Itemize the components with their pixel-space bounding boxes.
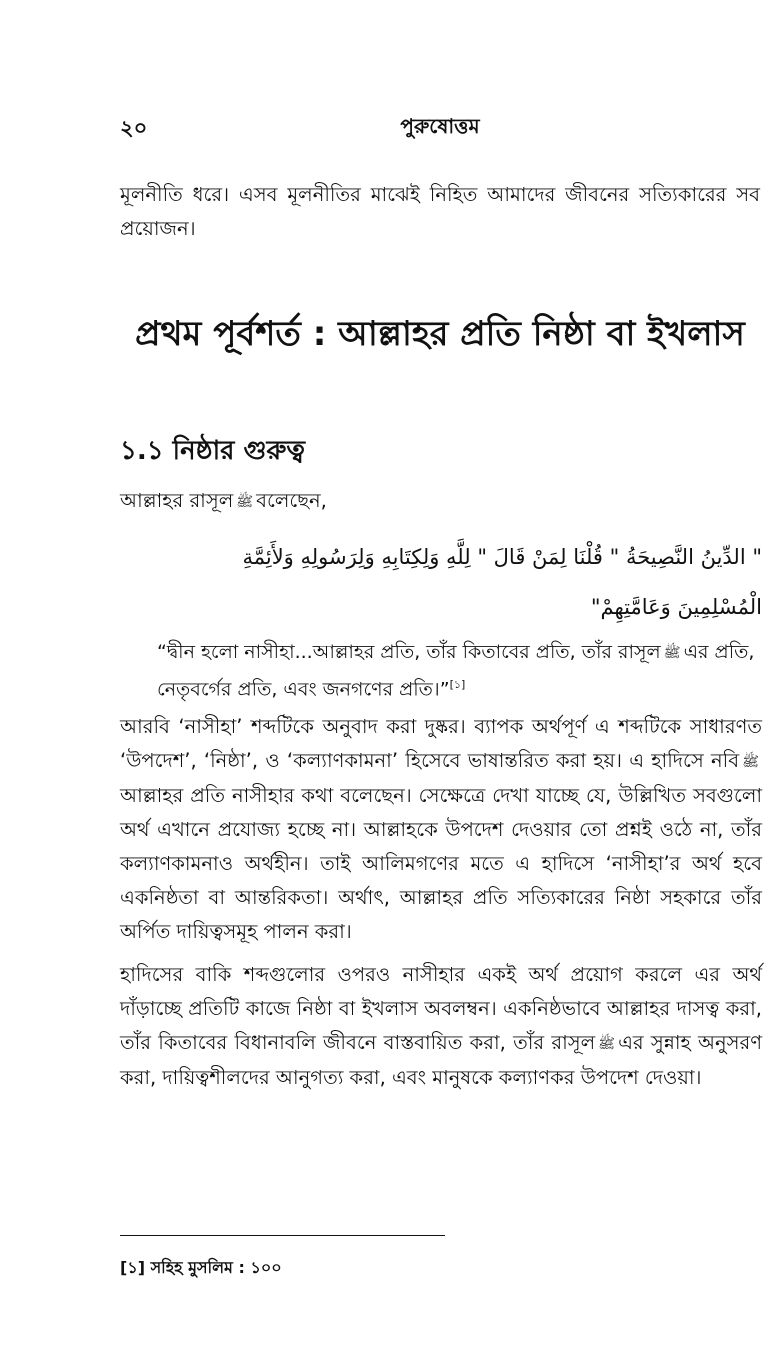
footnote: [১] সহিহ মুসলিম : ১০০	[120, 1258, 282, 1277]
salawat-icon: ﷺ	[236, 493, 254, 510]
running-header	[120, 112, 760, 142]
paragraph-text: আরবি ‘নাসীহা’ শব্দটিকে অনুবাদ করা দুষ্কর। ব্যাপক অর্থপূর্ণ এ শব্দটিকে সাধারণত ‘উপদেশ’, ‘নিষ্ঠা’, ও ‘কল্যাণকামনা’ হিসেবে ভাষান্তরিত করা হয়। এ হাদিসে নবি	[120, 715, 762, 772]
salawat-icon: ﷺ	[742, 753, 759, 770]
chapter-title: প্রথম পূর্বশর্ত : আল্লাহর প্রতি নিষ্ঠা বা ইখলাস	[135, 314, 745, 354]
salawat-icon: ﷺ	[598, 1035, 616, 1052]
hadith-translation	[157, 636, 762, 705]
hadith-intro-text-end: বলেছেন,	[256, 489, 327, 512]
arabic-line: الْمُسْلِمِينَ وَعَامَّتِهِمْ"	[590, 595, 762, 619]
footnote-divider	[120, 1235, 445, 1236]
intro-paragraph: মূলনীতি ধরে। এসব মূলনীতির মাঝেই নিহিত আমাদের জীবনের সত্যিকারের সব প্রয়োজন।	[120, 183, 760, 240]
body-paragraph	[120, 710, 762, 949]
hadith-intro-text: আল্লাহর রাসূল	[120, 489, 234, 512]
footnote-reference[interactable]: [১]	[449, 677, 466, 691]
hadith-intro	[120, 486, 327, 517]
body-paragraph	[120, 958, 762, 1095]
paragraph-text: হাদিসের বাকি শব্দগুলোর ওপরও নাসীহার একই অর্থ প্রয়োগ করলে এর অর্থ দাঁড়াচ্ছে প্রতিটি কাজে নিষ্ঠা বা ইখলাস অবলম্বন। একনিষ্ঠভাবে আল্লাহর দাসত্ব করা, তাঁর কিতাবের বিধানাবলি জীবনে বাস্তবায়িত করা, তাঁর রাসূল	[120, 963, 762, 1054]
translation-text-end: এর প্রতি, নেতৃবর্গের প্রতি, এবং জনগণের প্রতি।”	[157, 641, 755, 700]
paragraph-text-end: আল্লাহর প্রতি নাসীহার কথা বলেছেন। সেক্ষেত্রে দেখা যাচ্ছে যে, উল্লিখিত সবগুলো অর্থ এখানে প্রযোজ্য হচ্ছে না। আল্লাহকে উপদেশ দেওয়ার তো প্রশ্নই ওঠে না, তাঁর কল্যাণকামনাও অর্থহীন। তাই আলিমগণের মতে এ হাদিসে ‘নাসীহা’র অর্থ হবে একনিষ্ঠতা বা আন্তরিকতা। অর্থাৎ, আল্লাহর প্রতি সত্যিকারের নিষ্ঠা সহকারে তাঁর অর্পিত দায়িত্বসমূহ পালন করা।	[120, 783, 762, 943]
arabic-hadith	[140, 532, 762, 632]
salawat-icon: ﷺ	[663, 644, 681, 661]
section-title: ১.১ নিষ্ঠার গুরুত্ব	[120, 436, 305, 466]
arabic-line: " الدِّينُ النَّصِيحَةُ " قُلْنَا لِمَنْ قَالَ " لِلَّهِ وَلِكِتَابِهِ وَلِرَسُولِهِ وَلأَئِمَّةِ	[242, 545, 762, 569]
translation-text: “দ্বীন হলো নাসীহা...আল্লাহর প্রতি, তাঁর কিতাবের প্রতি, তাঁর রাসূল	[157, 641, 661, 663]
page-number: ২০	[120, 116, 148, 140]
paragraph-text-end: এর সুন্নাহ অনুসরণ করা, দায়িত্বশীলদের আনুগত্য করা, এবং মানুষকে কল্যাণকর উপদেশ দেওয়া।	[120, 1031, 762, 1089]
book-title: পুরুষোত্তম	[400, 114, 480, 138]
